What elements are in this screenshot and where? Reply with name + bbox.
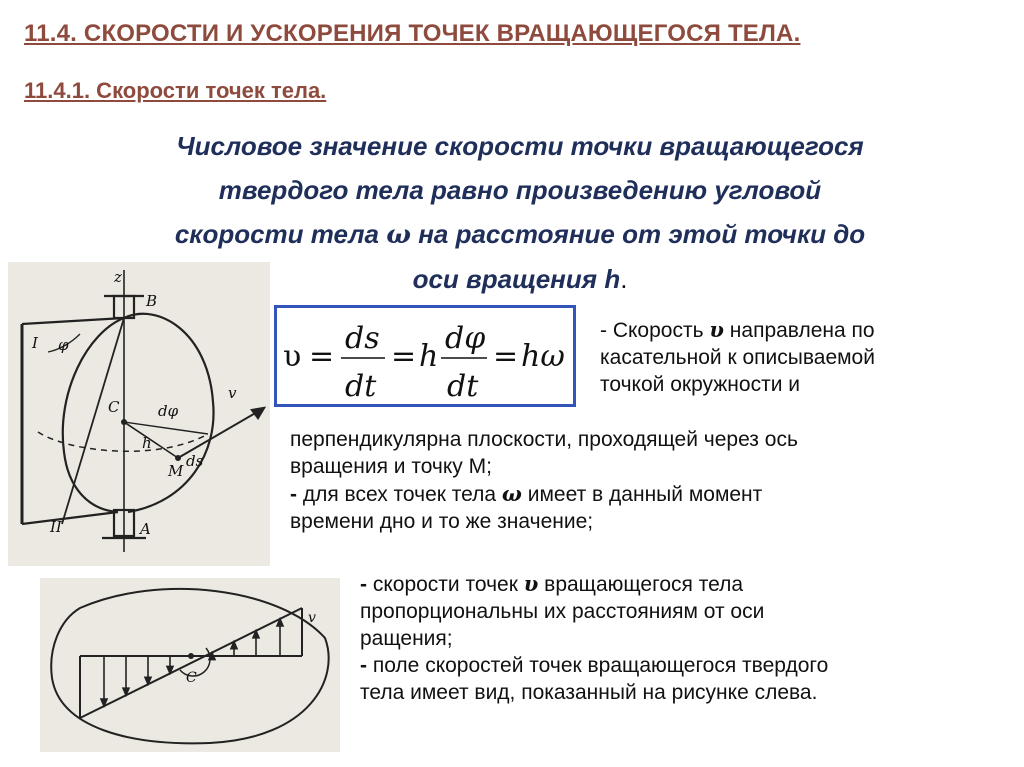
omega-symbol: ω [386, 220, 411, 250]
intro-line-3 [40, 212, 1000, 257]
omega-symbol-2: ω [501, 481, 522, 506]
p5-a: поле скоростей точек вращающегося твердого [372, 654, 829, 677]
p5-line-1 [360, 652, 1010, 679]
p4-b: вращающегося тела [544, 573, 743, 596]
figure-background-2 [40, 578, 340, 752]
p3-b: имеет в данный момент [527, 483, 763, 506]
h-symbol: h [604, 264, 621, 294]
p3-dash: - [290, 483, 297, 506]
p2-line-1: перпендикулярна плоскости, проходящей через ось [290, 428, 798, 451]
p3-line-2: времени дно и то же значение; [290, 510, 594, 533]
intro-line-3-b: на расстояние от этой точки до [418, 219, 866, 249]
label-ds: ds [186, 452, 204, 470]
p4-a: скорости точек [372, 573, 518, 596]
label-i: I [32, 334, 38, 352]
rotating-body-figure [8, 262, 270, 566]
formula-svg [277, 308, 573, 404]
velocity-direction-text [600, 316, 1010, 398]
formula-eq-1: = [309, 339, 335, 374]
p5-line-2: тела имеет вид, показанный на рисунке слева. [360, 681, 818, 704]
velocity-field-svg [40, 578, 340, 752]
label-ii: II [50, 518, 62, 536]
p1-line-3: точкой окружности и [600, 373, 800, 396]
velocity-formula [274, 305, 576, 407]
v-symbol: υ [709, 317, 724, 342]
section-subtitle: 11.4.1. Скорости точек тела. [24, 78, 327, 103]
label-v-2: v [308, 610, 316, 626]
label-b: B [146, 292, 158, 310]
intro-line-1: Числовое значение скорости точки вращающегося [176, 131, 864, 161]
formula-result: hω [521, 339, 565, 374]
p4-line-3: ращения; [360, 627, 453, 650]
p1-a: Скорость [612, 319, 704, 342]
v-symbol-2: υ [523, 571, 539, 596]
formula-dt-1: dt [345, 369, 377, 404]
label-c-2: C [186, 670, 197, 686]
label-phi: φ [58, 336, 69, 354]
intro-line-4-end: . [620, 264, 628, 294]
formula-eq-3: = [493, 339, 519, 374]
p4-line-1 [360, 570, 1010, 598]
formula-v: υ [283, 339, 302, 374]
p1-line-2: касательной к описываемой [600, 346, 875, 369]
p1-b: направлена по [729, 319, 875, 342]
p4-dash: - [360, 573, 367, 596]
formula-ds: ds [345, 321, 380, 356]
page-title: 11.4. СКОРОСТИ И УСКОРЕНИЯ ТОЧЕК ВРАЩАЮЩЕГОСЯ ТЕЛА. [24, 20, 801, 47]
p4-line-2: пропорциональны их расстояниям от оси [360, 600, 765, 623]
rotating-body-svg [8, 262, 270, 566]
p1-line-1 [600, 316, 1010, 344]
label-z: z [114, 268, 122, 286]
center-point [188, 653, 194, 659]
formula-dphi: dφ [445, 321, 486, 356]
p5-dash: - [360, 654, 367, 677]
label-v: v [228, 384, 237, 402]
label-m: M [168, 462, 184, 480]
point-m [175, 455, 181, 461]
p1-dash: - [600, 319, 607, 342]
label-dphi: dφ [158, 402, 179, 420]
intro-line-4-a: оси вращения [412, 264, 598, 294]
label-h: h [142, 434, 152, 452]
intro-line-3-a: скорости тела [174, 219, 379, 249]
p3-a: для всех точек тела [302, 483, 497, 506]
label-a: A [140, 520, 151, 538]
point-c [121, 419, 127, 425]
intro-line-2: твердого тела равно произведению угловой [218, 175, 822, 205]
label-c: C [108, 398, 120, 416]
formula-dt-2: dt [447, 369, 479, 404]
p3-line-1 [290, 480, 1010, 508]
velocity-field-figure [40, 578, 340, 752]
perpendicular-text [290, 426, 1010, 535]
formula-eq-2: = [391, 339, 417, 374]
formula-h: h [419, 339, 439, 374]
p2-line-2: вращения и точку М; [290, 455, 492, 478]
proportional-text [360, 570, 1010, 706]
